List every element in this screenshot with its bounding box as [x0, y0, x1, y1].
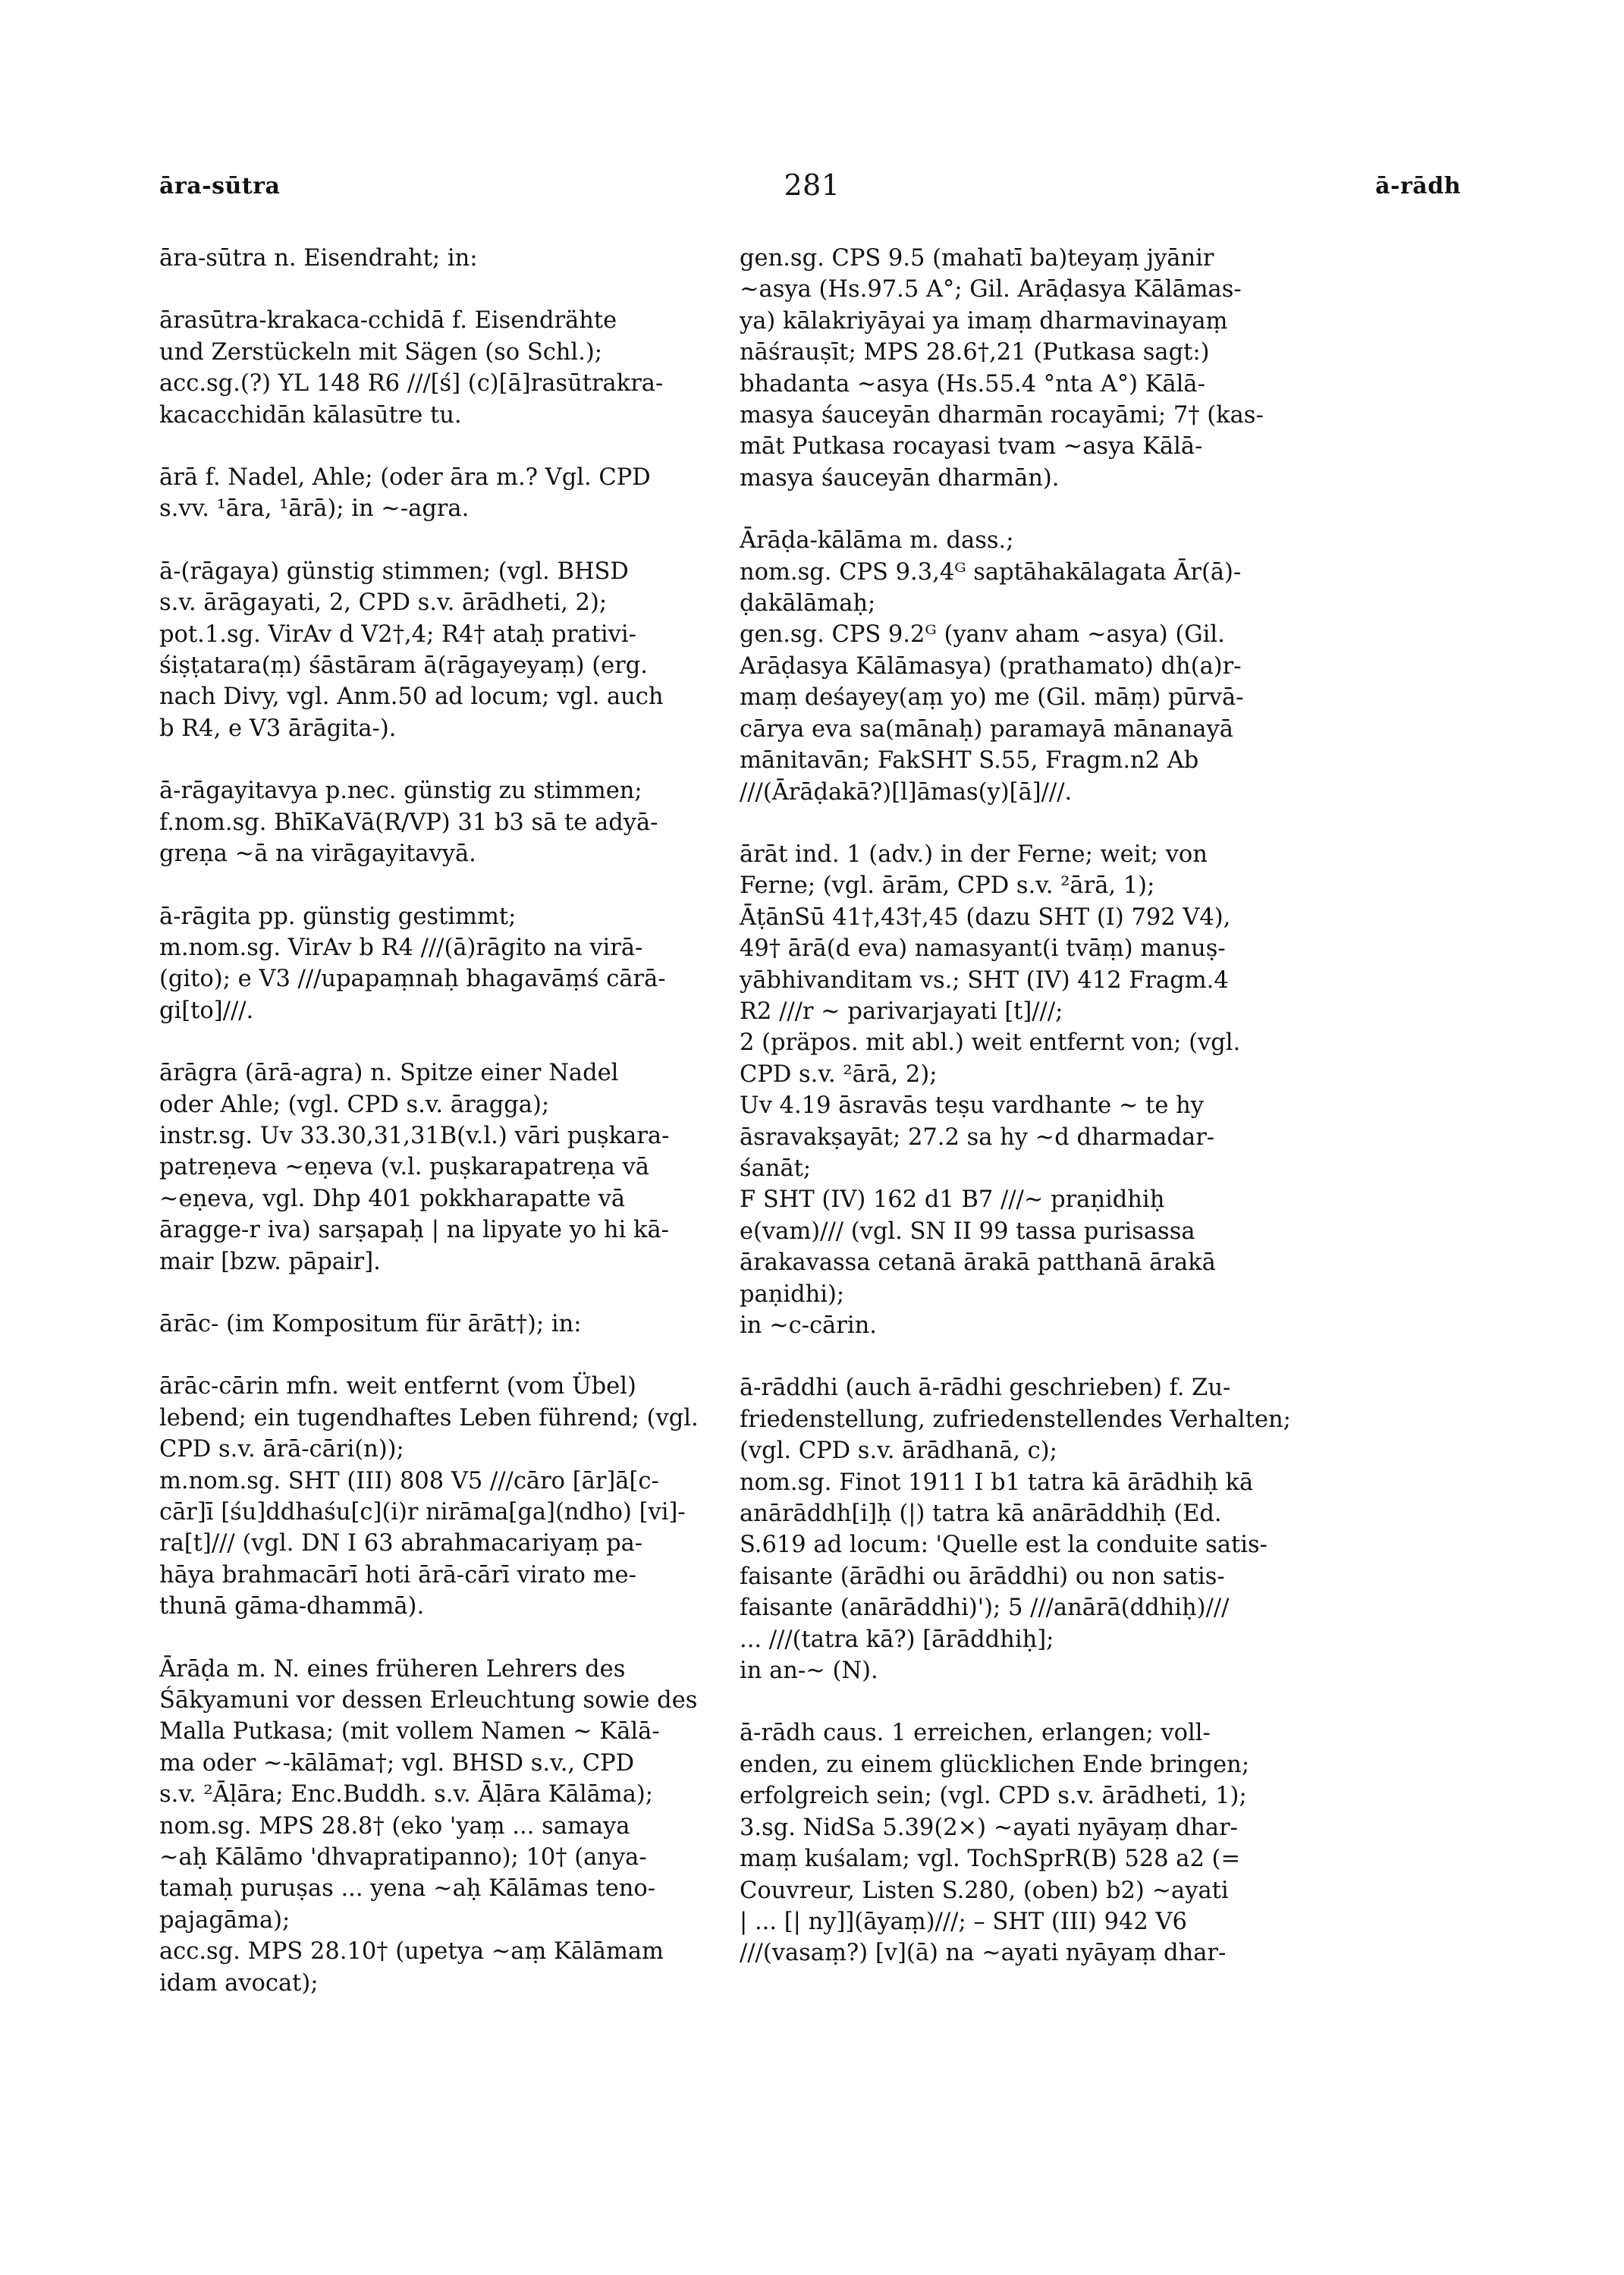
dictionary-entry: [159, 462, 722, 525]
entry-line: ārāgra (ārā-agra) n. Spitze einer Nadel: [159, 1060, 619, 1087]
entry-line: maṃ kuśalam; vgl. TochSprR(B) 528 a2 (=: [740, 1846, 1240, 1873]
entry-line: Couvreur, Listen S.280, (oben) b2) ~ayati: [740, 1877, 1229, 1904]
entry-line: masya śauceyān dharmān rocayāmi; 7† (kas-: [740, 402, 1264, 429]
dictionary-entry: [159, 556, 722, 744]
entry-line: ā-rādh caus. 1 erreichen, erlangen; voll-: [740, 1720, 1211, 1747]
entry-line: erfolgreich sein; (vgl. CPD s.v. ārādheti, 1);: [740, 1783, 1247, 1810]
entry-line: friedenstellung, zufriedenstellendes Verhalten;: [740, 1406, 1291, 1433]
entry-line: māt Putkasa rocayasi tvam ~asya Kālā-: [740, 433, 1203, 460]
entry-line: e(vam)/// (vgl. SN II 99 tassa purisassa: [740, 1218, 1195, 1245]
entry-line: idam avocat);: [159, 1969, 319, 1997]
dictionary-entry: [159, 1654, 722, 1999]
header-right-headword: ā-rādh: [1375, 173, 1461, 200]
entry-line: Śākyamuni vor dessen Erleuchtung sowie des: [159, 1687, 698, 1714]
entry-line: pajagāma);: [159, 1906, 291, 1934]
entry-line: Ferne; (vgl. ārām, CPD s.v. ²ārā, 1);: [740, 872, 1155, 900]
entry-line: s.v. ²Āḷāra; Enc.Buddh. s.v. Āḷāra Kālāma);: [159, 1781, 654, 1808]
dictionary-entry: [740, 1372, 1302, 1686]
entry-line: | ... [| ny]](āyaṃ)///; – SHT (III) 942 V6: [740, 1908, 1187, 1935]
entry-line: ārāc-cārin mfn. weit entfernt (vom Übel): [159, 1373, 636, 1400]
entry-line: 3.sg. NidSa 5.39(2×) ~ayati nyāyaṃ dhar-: [740, 1814, 1238, 1841]
entry-line: CPD s.v. ārā-cāri(n));: [159, 1436, 404, 1463]
entry-line: s.vv. ¹āra, ¹ārā); in ~-agra.: [159, 495, 470, 523]
entry-line: āra-sūtra n. Eisendraht; in:: [159, 245, 478, 272]
entry-line: f.nom.sg. BhīKaVā(R/VP) 31 b3 sā te adyā-: [159, 809, 658, 836]
entry-line: ḍakālāmaḥ;: [740, 590, 876, 617]
entry-line: instr.sg. Uv 33.30,31,31B(v.l.) vāri puṣkara-: [159, 1122, 670, 1149]
entry-line: nach Divy, vgl. Anm.50 ad locum; vgl. auch: [159, 683, 664, 711]
entry-line: nom.sg. MPS 28.8† (eko 'yaṃ ... samaya: [159, 1812, 630, 1840]
entry-line: in ~c-cārin.: [740, 1312, 877, 1339]
entry-line: ā-rāgita pp. günstig gestimmt;: [159, 903, 517, 930]
entry-line: faisante (ārādhi ou ārāddhi) ou non satis-: [740, 1563, 1225, 1590]
entry-line: āragge-r iva) sarṣapaḥ | na lipyate yo hi kā-: [159, 1217, 669, 1244]
entry-line: gi[to]///.: [159, 997, 254, 1024]
entry-line: ā-rāddhi (auch ā-rādhi geschrieben) f. Zu-: [740, 1375, 1231, 1402]
entry-line: Ārāḍa-kālāma m. dass.;: [740, 527, 1014, 555]
entry-line: Malla Putkasa; (mit vollem Namen ~ Kālā-: [159, 1718, 660, 1746]
entry-line: CPD s.v. ²ārā, 2);: [740, 1061, 938, 1088]
entry-line: masya śauceyān dharmān).: [740, 464, 1060, 492]
entry-line: (vgl. CPD s.v. ārādhanā, c);: [740, 1438, 1057, 1465]
entry-line: yābhivanditam vs.; SHT (IV) 412 Fragm.4: [740, 966, 1229, 994]
entry-line: ya) kālakriyāyai ya imaṃ dharmavinayaṃ: [740, 307, 1228, 335]
page-number: 281: [784, 168, 840, 202]
entry-line: acc.sg. MPS 28.10† (upetya ~aṃ Kālāmam: [159, 1938, 664, 1965]
entry-line: ~asya (Hs.97.5 A°; Gil. Arāḍasya Kālāmas-: [740, 276, 1242, 303]
entry-line: ārakavassa cetanā ārakā patthanā ārakā: [740, 1249, 1216, 1277]
entry-line: anārāddh[i]ḥ (|) tatra kā anārāddhiḥ (Ed.: [740, 1500, 1222, 1528]
dictionary-entry: [159, 1309, 722, 1340]
entry-line: faisante (anārāddhi)'); 5 ///anārā(ddhiḥ)///: [740, 1595, 1230, 1622]
entry-line: mair [bzw. pāpair].: [159, 1248, 381, 1275]
entry-line: ma oder ~-kālāma†; vgl. BHSD s.v., CPD: [159, 1749, 635, 1777]
entry-line: R2 ///r ~ parivarjayati [t]///;: [740, 998, 1063, 1025]
entry-line: cār]ī [śu]ddhaśu[c](i)r nirāma[ga](ndho) [vi]-: [159, 1499, 686, 1526]
entry-line: gen.sg. CPS 9.5 (mahatī ba)teyaṃ jyānir: [740, 245, 1214, 272]
entry-line: ā-(rāgaya) günstig stimmen; (vgl. BHSD: [159, 558, 629, 585]
entry-line: ///(vasaṃ?) [v](ā) na ~ayati nyāyaṃ dhar-: [740, 1940, 1227, 1967]
header-left-headword: āra-sūtra: [159, 173, 281, 200]
dictionary-entry: [159, 243, 722, 274]
entry-line: ĀṭānSū 41†,43†,45 (dazu SHT (I) 792 V4),: [740, 903, 1231, 931]
entry-line: greṇa ~ā na virāgayitavyā.: [159, 841, 476, 868]
entry-line: ā-rāgayitavya p.nec. günstig zu stimmen;: [159, 778, 642, 805]
entry-line: hāya brahmacārī hoti ārā-cārī virato me-: [159, 1561, 636, 1588]
dictionary-entry: [740, 525, 1302, 808]
left-column: [159, 243, 722, 2030]
entry-line: nāśrauṣīt; MPS 28.6†,21 (Putkasa sagt:): [740, 339, 1210, 366]
entry-line: ārāc- (im Kompositum für ārāt†); in:: [159, 1310, 582, 1337]
dictionary-entry: [740, 1717, 1302, 1969]
entry-line: S.619 ad locum: 'Quelle est la conduite satis-: [740, 1532, 1267, 1559]
entry-line: ... ///(tatra kā?) [ārāddhiḥ];: [740, 1626, 1054, 1653]
entry-line: mānitavān; FakSHT S.55, Fragm.n2 Ab: [740, 747, 1199, 775]
dictionary-entry: [740, 839, 1302, 1342]
entry-line: 49† ārā(d eva) namasyant(i tvāṃ) manuṣ-: [740, 935, 1226, 963]
entry-line: ///(Ārāḍakā?)[l]āmas(y)[ā]///.: [740, 778, 1073, 806]
entry-line: ārā f. Nadel, Ahle; (oder āra m.? Vgl. CPD: [159, 464, 651, 492]
dictionary-entry: [740, 243, 1302, 494]
entry-line: F SHT (IV) 162 d1 B7 ///~ praṇidhiḥ: [740, 1186, 1165, 1214]
entry-line: gen.sg. CPS 9.2ᴳ (yanv aham ~asya) (Gil.: [740, 621, 1225, 649]
entry-line: kacacchidān kālasūtre tu.: [159, 401, 462, 429]
entry-line: paṇidhi);: [740, 1280, 845, 1308]
entry-line: Arāḍasya Kālāmasya) (prathamato) dh(a)r-: [740, 652, 1242, 680]
entry-line: m.nom.sg. SHT (III) 808 V5 ///cāro [ār]ā[c-: [159, 1467, 659, 1494]
entry-line: b R4, e V3 ārāgita-).: [159, 715, 397, 742]
entry-line: und Zerstückeln mit Sägen (so Schl.);: [159, 338, 603, 366]
entry-line: patreṇeva ~eṇeva (v.l. puṣkarapatreṇa vā: [159, 1154, 649, 1181]
dictionary-entry: [159, 305, 722, 431]
entry-line: cārya eva sa(mānaḥ) paramayā mānanayā: [740, 715, 1233, 743]
entry-line: acc.sg.(?) YL 148 R6 ///[ś] (c)[ā]rasūtrakra-: [159, 370, 664, 397]
entry-line: (gito); e V3 ///upapaṃnaḥ bhagavāṃś cārā-: [159, 966, 666, 993]
entry-line: Ārāḍa m. N. eines früheren Lehrers des: [159, 1655, 626, 1683]
entry-line: nom.sg. Finot 1911 I b1 tatra kā ārādhiḥ kā: [740, 1469, 1254, 1496]
entry-line: enden, zu einem glücklichen Ende bringen;: [740, 1751, 1250, 1778]
entry-line: pot.1.sg. VirAv d V2†,4; R4† ataḥ prativi-: [159, 621, 636, 648]
entry-line: ra[t]/// (vgl. DN I 63 abrahmacariyaṃ pa-: [159, 1530, 643, 1557]
entry-line: thunā gāma-dhammā).: [159, 1593, 425, 1620]
dictionary-entry: [159, 775, 722, 869]
entry-line: Uv 4.19 āsravās teṣu vardhante ~ te hy: [740, 1092, 1205, 1120]
entry-line: bhadanta ~asya (Hs.55.4 °nta A°) Kālā-: [740, 370, 1205, 397]
entry-line: śiṣṭatara(ṃ) śāstāram ā(rāgayeyaṃ) (erg.: [159, 652, 648, 680]
entry-line: s.v. ārāgayati, 2, CPD s.v. ārādheti, 2);: [159, 589, 608, 617]
entry-line: 2 (präpos. mit abl.) weit entfernt von; (vgl.: [740, 1029, 1241, 1057]
entry-line: tamaḥ puruṣas ... yena ~aḥ Kālāmas teno-: [159, 1875, 656, 1903]
dictionary-entry: [159, 901, 722, 1027]
entry-line: ārāt ind. 1 (adv.) in der Ferne; weit; von: [740, 841, 1208, 868]
entry-line: nom.sg. CPS 9.3,4ᴳ saptāhakālagata Ār(ā)-: [740, 558, 1242, 586]
entry-line: oder Ahle; (vgl. CPD s.v. āragga);: [159, 1091, 550, 1118]
entry-line: ~eṇeva, vgl. Dhp 401 pokkharapatte vā: [159, 1185, 626, 1212]
entry-line: ārasūtra-krakaca-cchidā f. Eisendrähte: [159, 307, 617, 335]
dictionary-entry: [159, 1057, 722, 1277]
entry-line: in an-~ (N).: [740, 1658, 878, 1685]
entry-line: ~aḥ Kālāmo 'dhvapratipanno); 10† (anya-: [159, 1844, 647, 1871]
entry-line: āsravakṣayāt; 27.2 sa hy ~d dharmadar-: [740, 1123, 1215, 1151]
entry-line: m.nom.sg. VirAv b R4 ///(ā)rāgito na virā-: [159, 934, 643, 961]
entry-line: lebend; ein tugendhaftes Leben führend; (vgl.: [159, 1404, 699, 1431]
entry-line: maṃ deśayey(aṃ yo) me (Gil. māṃ) pūrvā-: [740, 684, 1244, 712]
dictionary-entry: [159, 1371, 722, 1622]
right-column: [740, 243, 1302, 2000]
entry-line: śanāt;: [740, 1155, 812, 1182]
